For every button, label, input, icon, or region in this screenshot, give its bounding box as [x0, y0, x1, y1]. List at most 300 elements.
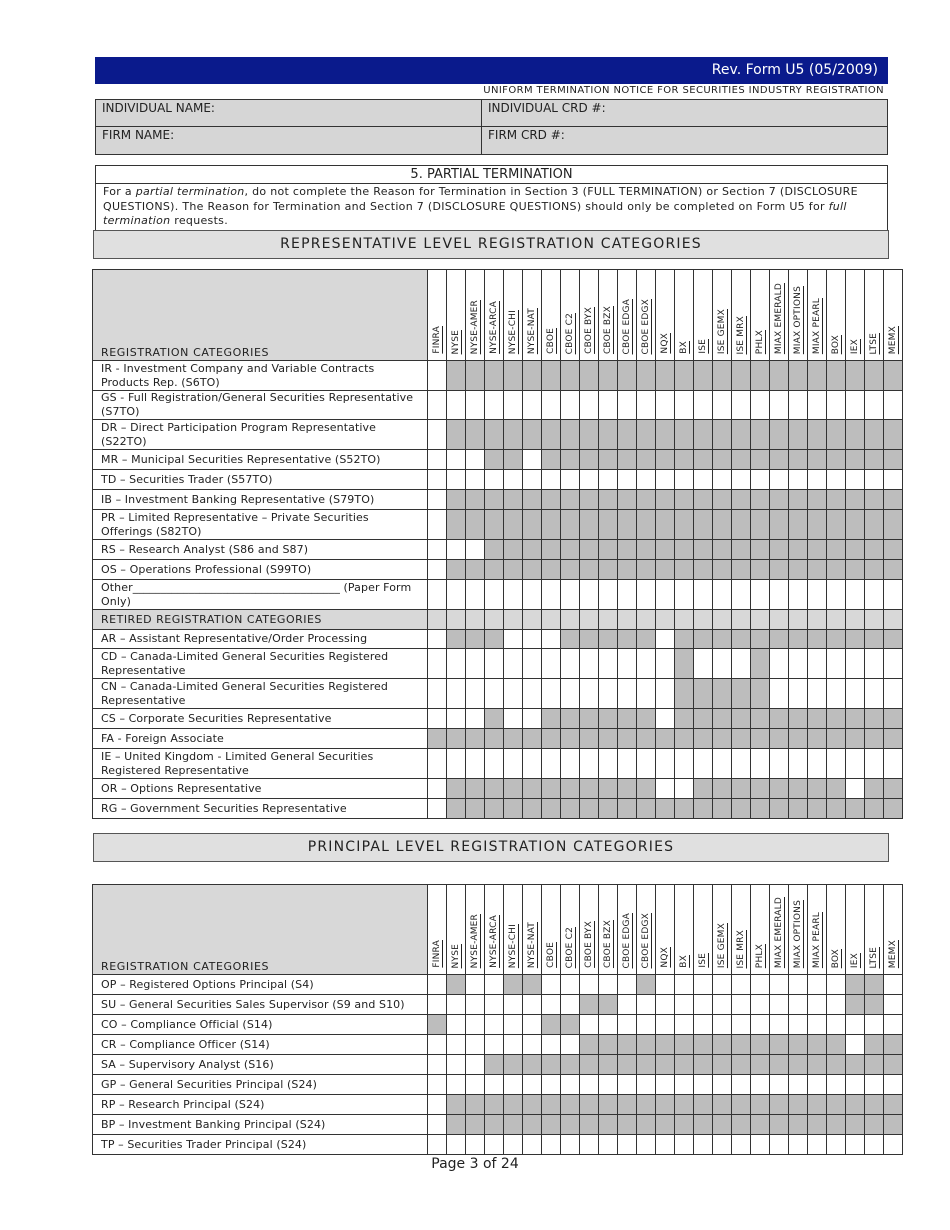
- checkbox-cell[interactable]: [447, 580, 466, 610]
- checkbox-cell[interactable]: [466, 1035, 485, 1055]
- checkbox-cell[interactable]: [618, 649, 637, 679]
- checkbox-cell[interactable]: [808, 1015, 827, 1035]
- checkbox-cell[interactable]: [447, 649, 466, 679]
- checkbox-cell[interactable]: [884, 470, 903, 490]
- checkbox-cell[interactable]: [675, 975, 694, 995]
- checkbox-cell[interactable]: [504, 1015, 523, 1035]
- checkbox-cell[interactable]: [713, 975, 732, 995]
- checkbox-cell[interactable]: [732, 649, 751, 679]
- checkbox-cell[interactable]: [732, 749, 751, 779]
- checkbox-cell[interactable]: [637, 470, 656, 490]
- checkbox-cell[interactable]: [504, 709, 523, 729]
- checkbox-cell[interactable]: [846, 749, 865, 779]
- checkbox-cell[interactable]: [637, 391, 656, 420]
- checkbox-cell[interactable]: [428, 995, 447, 1015]
- checkbox-cell[interactable]: [770, 649, 789, 679]
- checkbox-cell[interactable]: [637, 580, 656, 610]
- checkbox-cell[interactable]: [713, 1135, 732, 1155]
- checkbox-cell[interactable]: [580, 391, 599, 420]
- checkbox-cell[interactable]: [808, 749, 827, 779]
- checkbox-cell[interactable]: [523, 1035, 542, 1055]
- checkbox-cell[interactable]: [827, 470, 846, 490]
- checkbox-cell[interactable]: [447, 709, 466, 729]
- checkbox-cell[interactable]: [846, 391, 865, 420]
- checkbox-cell[interactable]: [599, 975, 618, 995]
- checkbox-cell[interactable]: [694, 470, 713, 490]
- checkbox-cell[interactable]: [485, 749, 504, 779]
- checkbox-cell[interactable]: [580, 1015, 599, 1035]
- checkbox-cell[interactable]: [466, 975, 485, 995]
- checkbox-cell[interactable]: [447, 1015, 466, 1035]
- checkbox-cell[interactable]: [485, 1135, 504, 1155]
- checkbox-cell[interactable]: [713, 470, 732, 490]
- checkbox-cell[interactable]: [504, 679, 523, 709]
- checkbox-cell[interactable]: [466, 1135, 485, 1155]
- checkbox-cell[interactable]: [865, 470, 884, 490]
- checkbox-cell[interactable]: [561, 649, 580, 679]
- checkbox-cell[interactable]: [694, 1135, 713, 1155]
- checkbox-cell[interactable]: [675, 1015, 694, 1035]
- checkbox-cell[interactable]: [599, 1135, 618, 1155]
- checkbox-cell[interactable]: [884, 1135, 903, 1155]
- checkbox-cell[interactable]: [599, 679, 618, 709]
- checkbox-cell[interactable]: [751, 391, 770, 420]
- checkbox-cell[interactable]: [618, 1135, 637, 1155]
- checkbox-cell[interactable]: [846, 649, 865, 679]
- checkbox-cell[interactable]: [428, 799, 447, 819]
- checkbox-cell[interactable]: [770, 749, 789, 779]
- checkbox-cell[interactable]: [523, 649, 542, 679]
- checkbox-cell[interactable]: [789, 749, 808, 779]
- checkbox-cell[interactable]: [580, 1135, 599, 1155]
- checkbox-cell[interactable]: [542, 679, 561, 709]
- checkbox-cell[interactable]: [770, 1135, 789, 1155]
- checkbox-cell[interactable]: [827, 1015, 846, 1035]
- checkbox-cell[interactable]: [618, 679, 637, 709]
- checkbox-cell[interactable]: [656, 709, 675, 729]
- checkbox-cell[interactable]: [428, 1055, 447, 1075]
- checkbox-cell[interactable]: [523, 391, 542, 420]
- checkbox-cell[interactable]: [485, 391, 504, 420]
- checkbox-cell[interactable]: [561, 470, 580, 490]
- checkbox-cell[interactable]: [808, 1075, 827, 1095]
- checkbox-cell[interactable]: [618, 470, 637, 490]
- checkbox-cell[interactable]: [884, 1015, 903, 1035]
- checkbox-cell[interactable]: [485, 649, 504, 679]
- checkbox-cell[interactable]: [428, 1035, 447, 1055]
- checkbox-cell[interactable]: [808, 580, 827, 610]
- checkbox-cell[interactable]: [732, 391, 751, 420]
- checkbox-cell[interactable]: [447, 1135, 466, 1155]
- checkbox-cell[interactable]: [884, 1075, 903, 1095]
- checkbox-cell[interactable]: [428, 709, 447, 729]
- checkbox-cell[interactable]: [865, 391, 884, 420]
- checkbox-cell[interactable]: [428, 560, 447, 580]
- checkbox-cell[interactable]: [884, 391, 903, 420]
- checkbox-cell[interactable]: [732, 1015, 751, 1035]
- checkbox-cell[interactable]: [523, 995, 542, 1015]
- checkbox-cell[interactable]: [637, 1135, 656, 1155]
- checkbox-cell[interactable]: [447, 995, 466, 1015]
- checkbox-cell[interactable]: [884, 580, 903, 610]
- checkbox-cell[interactable]: [694, 649, 713, 679]
- checkbox-cell[interactable]: [675, 779, 694, 799]
- checkbox-cell[interactable]: [542, 995, 561, 1015]
- checkbox-cell[interactable]: [542, 1075, 561, 1095]
- checkbox-cell[interactable]: [523, 630, 542, 649]
- checkbox-cell[interactable]: [751, 975, 770, 995]
- checkbox-cell[interactable]: [827, 1075, 846, 1095]
- checkbox-cell[interactable]: [542, 1035, 561, 1055]
- checkbox-cell[interactable]: [542, 749, 561, 779]
- checkbox-cell[interactable]: [599, 580, 618, 610]
- checkbox-cell[interactable]: [599, 1015, 618, 1035]
- firm-name-field[interactable]: FIRM NAME:: [96, 127, 482, 154]
- checkbox-cell[interactable]: [561, 1135, 580, 1155]
- checkbox-cell[interactable]: [428, 490, 447, 510]
- checkbox-cell[interactable]: [865, 1015, 884, 1035]
- checkbox-cell[interactable]: [732, 1135, 751, 1155]
- checkbox-cell[interactable]: [770, 975, 789, 995]
- checkbox-cell[interactable]: [865, 580, 884, 610]
- checkbox-cell[interactable]: [428, 749, 447, 779]
- checkbox-cell[interactable]: [713, 391, 732, 420]
- checkbox-cell[interactable]: [561, 975, 580, 995]
- checkbox-cell[interactable]: [713, 995, 732, 1015]
- checkbox-cell[interactable]: [770, 679, 789, 709]
- checkbox-cell[interactable]: [637, 995, 656, 1015]
- checkbox-cell[interactable]: [428, 1115, 447, 1135]
- checkbox-cell[interactable]: [504, 1135, 523, 1155]
- checkbox-cell[interactable]: [523, 1135, 542, 1155]
- checkbox-cell[interactable]: [827, 995, 846, 1015]
- checkbox-cell[interactable]: [656, 975, 675, 995]
- checkbox-cell[interactable]: [466, 709, 485, 729]
- checkbox-cell[interactable]: [485, 679, 504, 709]
- checkbox-cell[interactable]: [618, 391, 637, 420]
- checkbox-cell[interactable]: [808, 649, 827, 679]
- checkbox-cell[interactable]: [561, 1075, 580, 1095]
- checkbox-cell[interactable]: [599, 649, 618, 679]
- checkbox-cell[interactable]: [656, 391, 675, 420]
- checkbox-cell[interactable]: [751, 580, 770, 610]
- checkbox-cell[interactable]: [428, 361, 447, 391]
- checkbox-cell[interactable]: [675, 749, 694, 779]
- checkbox-cell[interactable]: [827, 649, 846, 679]
- checkbox-cell[interactable]: [770, 391, 789, 420]
- checkbox-cell[interactable]: [447, 1055, 466, 1075]
- checkbox-cell[interactable]: [466, 679, 485, 709]
- checkbox-cell[interactable]: [561, 580, 580, 610]
- checkbox-cell[interactable]: [447, 450, 466, 470]
- checkbox-cell[interactable]: [751, 749, 770, 779]
- checkbox-cell[interactable]: [561, 749, 580, 779]
- checkbox-cell[interactable]: [428, 580, 447, 610]
- checkbox-cell[interactable]: [637, 649, 656, 679]
- checkbox-cell[interactable]: [466, 391, 485, 420]
- checkbox-cell[interactable]: [561, 679, 580, 709]
- checkbox-cell[interactable]: [618, 1015, 637, 1035]
- checkbox-cell[interactable]: [542, 1135, 561, 1155]
- checkbox-cell[interactable]: [428, 1095, 447, 1115]
- checkbox-cell[interactable]: [637, 679, 656, 709]
- checkbox-cell[interactable]: [504, 995, 523, 1015]
- individual-crd-field[interactable]: INDIVIDUAL CRD #:: [482, 100, 887, 127]
- checkbox-cell[interactable]: [428, 630, 447, 649]
- checkbox-cell[interactable]: [428, 540, 447, 560]
- checkbox-cell[interactable]: [523, 450, 542, 470]
- checkbox-cell[interactable]: [656, 779, 675, 799]
- checkbox-cell[interactable]: [808, 679, 827, 709]
- checkbox-cell[interactable]: [846, 779, 865, 799]
- checkbox-cell[interactable]: [675, 995, 694, 1015]
- checkbox-cell[interactable]: [656, 679, 675, 709]
- checkbox-cell[interactable]: [846, 470, 865, 490]
- checkbox-cell[interactable]: [580, 749, 599, 779]
- checkbox-cell[interactable]: [599, 749, 618, 779]
- checkbox-cell[interactable]: [694, 749, 713, 779]
- checkbox-cell[interactable]: [846, 679, 865, 709]
- checkbox-cell[interactable]: [656, 1135, 675, 1155]
- checkbox-cell[interactable]: [789, 679, 808, 709]
- checkbox-cell[interactable]: [523, 1015, 542, 1035]
- checkbox-cell[interactable]: [542, 470, 561, 490]
- checkbox-cell[interactable]: [827, 580, 846, 610]
- individual-name-field[interactable]: INDIVIDUAL NAME:: [96, 100, 482, 127]
- checkbox-cell[interactable]: [466, 995, 485, 1015]
- checkbox-cell[interactable]: [694, 1015, 713, 1035]
- checkbox-cell[interactable]: [466, 580, 485, 610]
- checkbox-cell[interactable]: [523, 470, 542, 490]
- checkbox-cell[interactable]: [865, 649, 884, 679]
- checkbox-cell[interactable]: [447, 1035, 466, 1055]
- checkbox-cell[interactable]: [428, 450, 447, 470]
- checkbox-cell[interactable]: [599, 1075, 618, 1095]
- checkbox-cell[interactable]: [504, 749, 523, 779]
- checkbox-cell[interactable]: [485, 1035, 504, 1055]
- checkbox-cell[interactable]: [580, 580, 599, 610]
- checkbox-cell[interactable]: [485, 470, 504, 490]
- checkbox-cell[interactable]: [447, 470, 466, 490]
- checkbox-cell[interactable]: [637, 1075, 656, 1095]
- checkbox-cell[interactable]: [580, 470, 599, 490]
- checkbox-cell[interactable]: [428, 420, 447, 450]
- checkbox-cell[interactable]: [694, 1075, 713, 1095]
- checkbox-cell[interactable]: [466, 749, 485, 779]
- checkbox-cell[interactable]: [466, 470, 485, 490]
- checkbox-cell[interactable]: [675, 1135, 694, 1155]
- checkbox-cell[interactable]: [732, 580, 751, 610]
- checkbox-cell[interactable]: [789, 391, 808, 420]
- checkbox-cell[interactable]: [770, 580, 789, 610]
- checkbox-cell[interactable]: [865, 679, 884, 709]
- checkbox-cell[interactable]: [808, 391, 827, 420]
- checkbox-cell[interactable]: [884, 649, 903, 679]
- checkbox-cell[interactable]: [523, 709, 542, 729]
- checkbox-cell[interactable]: [789, 470, 808, 490]
- checkbox-cell[interactable]: [846, 1135, 865, 1155]
- checkbox-cell[interactable]: [656, 995, 675, 1015]
- checkbox-cell[interactable]: [580, 975, 599, 995]
- checkbox-cell[interactable]: [656, 1075, 675, 1095]
- checkbox-cell[interactable]: [466, 1075, 485, 1095]
- checkbox-cell[interactable]: [447, 679, 466, 709]
- checkbox-cell[interactable]: [504, 1075, 523, 1095]
- checkbox-cell[interactable]: [732, 975, 751, 995]
- checkbox-cell[interactable]: [827, 391, 846, 420]
- checkbox-cell[interactable]: [675, 470, 694, 490]
- checkbox-cell[interactable]: [656, 1015, 675, 1035]
- checkbox-cell[interactable]: [751, 1135, 770, 1155]
- checkbox-cell[interactable]: [694, 995, 713, 1015]
- checkbox-cell[interactable]: [447, 1075, 466, 1095]
- checkbox-cell[interactable]: [504, 470, 523, 490]
- checkbox-cell[interactable]: [713, 1075, 732, 1095]
- checkbox-cell[interactable]: [428, 391, 447, 420]
- checkbox-cell[interactable]: [770, 995, 789, 1015]
- checkbox-cell[interactable]: [542, 580, 561, 610]
- checkbox-cell[interactable]: [656, 580, 675, 610]
- checkbox-cell[interactable]: [732, 470, 751, 490]
- checkbox-cell[interactable]: [580, 679, 599, 709]
- checkbox-cell[interactable]: [865, 1135, 884, 1155]
- checkbox-cell[interactable]: [846, 1035, 865, 1055]
- checkbox-cell[interactable]: [789, 580, 808, 610]
- checkbox-cell[interactable]: [789, 1015, 808, 1035]
- checkbox-cell[interactable]: [523, 580, 542, 610]
- checkbox-cell[interactable]: [466, 649, 485, 679]
- checkbox-cell[interactable]: [428, 1135, 447, 1155]
- checkbox-cell[interactable]: [694, 975, 713, 995]
- checkbox-cell[interactable]: [447, 540, 466, 560]
- checkbox-cell[interactable]: [542, 649, 561, 679]
- checkbox-cell[interactable]: [656, 630, 675, 649]
- checkbox-cell[interactable]: [846, 580, 865, 610]
- checkbox-cell[interactable]: [504, 1035, 523, 1055]
- checkbox-cell[interactable]: [827, 679, 846, 709]
- checkbox-cell[interactable]: [447, 749, 466, 779]
- checkbox-cell[interactable]: [789, 975, 808, 995]
- checkbox-cell[interactable]: [675, 580, 694, 610]
- checkbox-cell[interactable]: [599, 391, 618, 420]
- checkbox-cell[interactable]: [637, 749, 656, 779]
- checkbox-cell[interactable]: [827, 975, 846, 995]
- checkbox-cell[interactable]: [504, 649, 523, 679]
- checkbox-cell[interactable]: [428, 779, 447, 799]
- checkbox-cell[interactable]: [542, 391, 561, 420]
- checkbox-cell[interactable]: [808, 995, 827, 1015]
- checkbox-cell[interactable]: [789, 649, 808, 679]
- firm-crd-field[interactable]: FIRM CRD #:: [488, 128, 565, 142]
- checkbox-cell[interactable]: [713, 1015, 732, 1035]
- checkbox-cell[interactable]: [694, 580, 713, 610]
- checkbox-cell[interactable]: [504, 391, 523, 420]
- checkbox-cell[interactable]: [637, 1015, 656, 1035]
- checkbox-cell[interactable]: [523, 1075, 542, 1095]
- checkbox-cell[interactable]: [656, 470, 675, 490]
- checkbox-cell[interactable]: [618, 995, 637, 1015]
- checkbox-cell[interactable]: [561, 1035, 580, 1055]
- checkbox-cell[interactable]: [808, 975, 827, 995]
- checkbox-cell[interactable]: [865, 749, 884, 779]
- checkbox-cell[interactable]: [485, 580, 504, 610]
- checkbox-cell[interactable]: [580, 649, 599, 679]
- checkbox-cell[interactable]: [846, 1075, 865, 1095]
- checkbox-cell[interactable]: [770, 1015, 789, 1035]
- checkbox-cell[interactable]: [485, 975, 504, 995]
- checkbox-cell[interactable]: [599, 470, 618, 490]
- checkbox-cell[interactable]: [523, 749, 542, 779]
- checkbox-cell[interactable]: [789, 995, 808, 1015]
- checkbox-cell[interactable]: [428, 679, 447, 709]
- checkbox-cell[interactable]: [428, 470, 447, 490]
- checkbox-cell[interactable]: [827, 749, 846, 779]
- checkbox-cell[interactable]: [884, 749, 903, 779]
- checkbox-cell[interactable]: [485, 995, 504, 1015]
- checkbox-cell[interactable]: [542, 975, 561, 995]
- checkbox-cell[interactable]: [542, 630, 561, 649]
- checkbox-cell[interactable]: [713, 649, 732, 679]
- checkbox-cell[interactable]: [884, 995, 903, 1015]
- checkbox-cell[interactable]: [656, 649, 675, 679]
- checkbox-cell[interactable]: [789, 1075, 808, 1095]
- checkbox-cell[interactable]: [789, 1135, 808, 1155]
- checkbox-cell[interactable]: [618, 580, 637, 610]
- checkbox-cell[interactable]: [751, 1075, 770, 1095]
- checkbox-cell[interactable]: [675, 391, 694, 420]
- checkbox-cell[interactable]: [713, 749, 732, 779]
- checkbox-cell[interactable]: [865, 1075, 884, 1095]
- checkbox-cell[interactable]: [732, 995, 751, 1015]
- checkbox-cell[interactable]: [770, 470, 789, 490]
- checkbox-cell[interactable]: [656, 749, 675, 779]
- checkbox-cell[interactable]: [618, 1075, 637, 1095]
- checkbox-cell[interactable]: [808, 470, 827, 490]
- checkbox-cell[interactable]: [466, 1015, 485, 1035]
- checkbox-cell[interactable]: [428, 975, 447, 995]
- checkbox-cell[interactable]: [504, 630, 523, 649]
- checkbox-cell[interactable]: [485, 1015, 504, 1035]
- checkbox-cell[interactable]: [428, 649, 447, 679]
- checkbox-cell[interactable]: [808, 1135, 827, 1155]
- checkbox-cell[interactable]: [713, 580, 732, 610]
- checkbox-cell[interactable]: [428, 1075, 447, 1095]
- checkbox-cell[interactable]: [580, 1075, 599, 1095]
- checkbox-cell[interactable]: [504, 580, 523, 610]
- checkbox-cell[interactable]: [751, 470, 770, 490]
- checkbox-cell[interactable]: [618, 975, 637, 995]
- checkbox-cell[interactable]: [561, 391, 580, 420]
- checkbox-cell[interactable]: [618, 749, 637, 779]
- checkbox-cell[interactable]: [466, 540, 485, 560]
- checkbox-cell[interactable]: [694, 391, 713, 420]
- checkbox-cell[interactable]: [884, 975, 903, 995]
- checkbox-cell[interactable]: [770, 1075, 789, 1095]
- checkbox-cell[interactable]: [561, 995, 580, 1015]
- checkbox-cell[interactable]: [523, 679, 542, 709]
- checkbox-cell[interactable]: [751, 1015, 770, 1035]
- checkbox-cell[interactable]: [751, 995, 770, 1015]
- checkbox-cell[interactable]: [846, 1015, 865, 1035]
- checkbox-cell[interactable]: [827, 1135, 846, 1155]
- checkbox-cell[interactable]: [447, 391, 466, 420]
- checkbox-cell[interactable]: [732, 1075, 751, 1095]
- checkbox-cell[interactable]: [466, 450, 485, 470]
- checkbox-cell[interactable]: [884, 679, 903, 709]
- checkbox-cell[interactable]: [466, 1055, 485, 1075]
- checkbox-cell[interactable]: [485, 1075, 504, 1095]
- checkbox-cell[interactable]: [675, 1075, 694, 1095]
